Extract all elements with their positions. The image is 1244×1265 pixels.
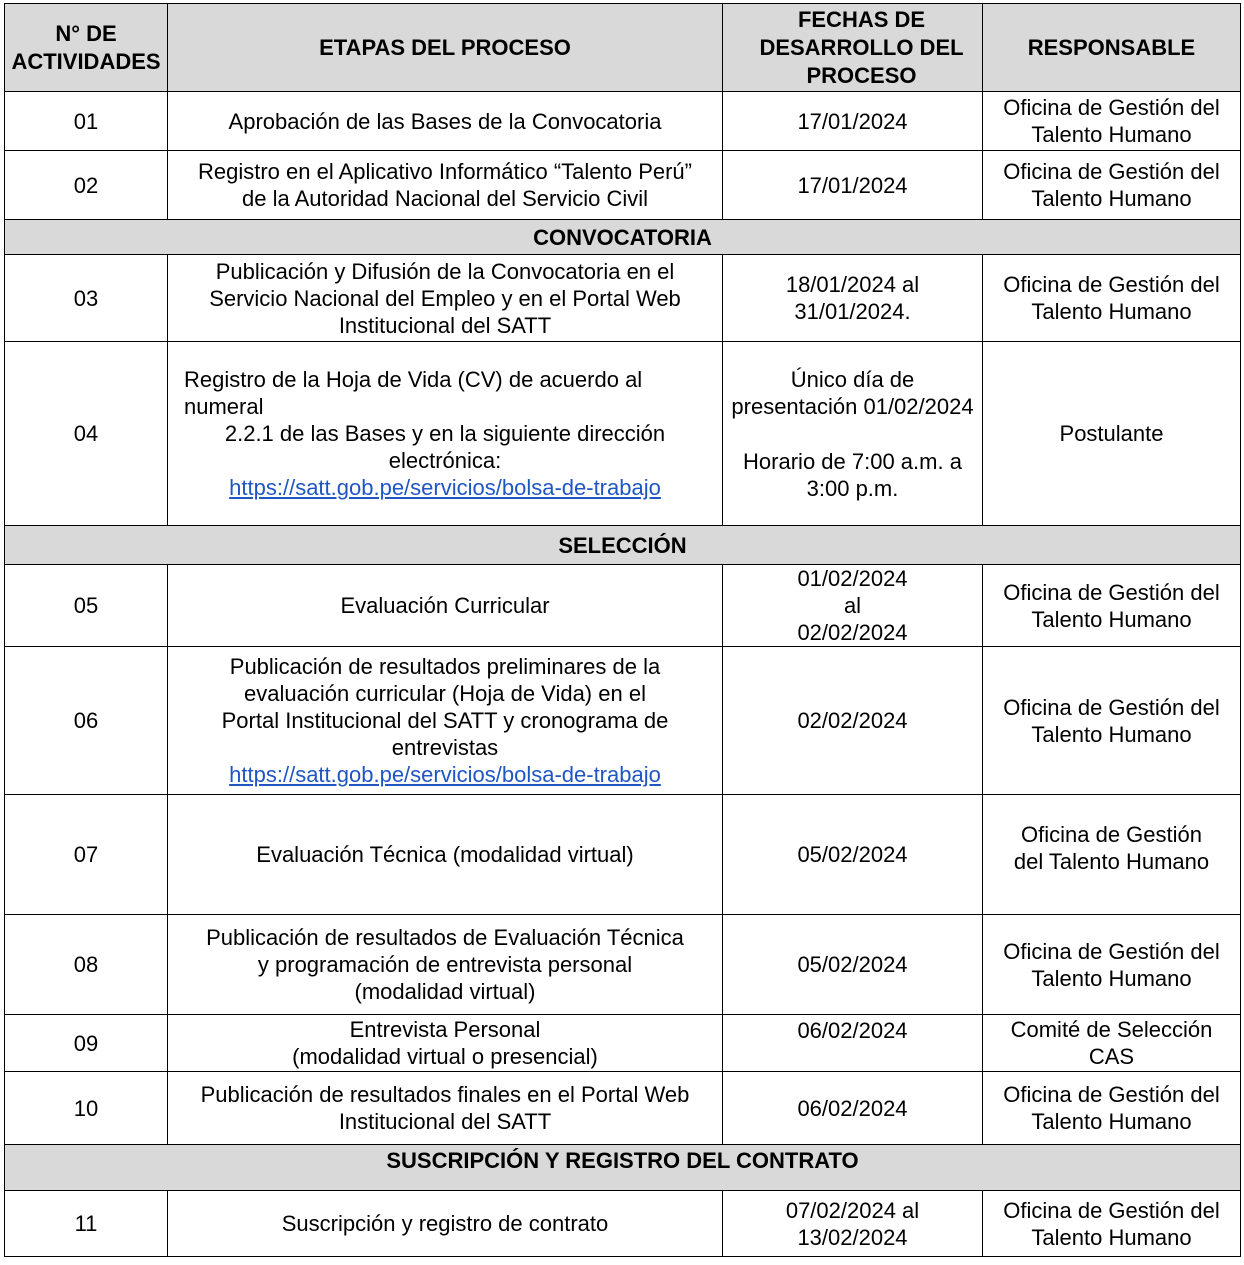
header-num [5,4,168,92]
section-row [5,526,1241,565]
stage-line: Entrevista Personal [349,1017,541,1042]
dates-cell [723,151,983,220]
responsible-line: Oficina de Gestión del [1003,1082,1220,1107]
dates-cell [723,795,983,915]
header-stage: ETAPAS DEL PROCESO [168,4,723,92]
dates-line: 02/02/2024 [797,708,908,733]
stage-line: Publicación y Difusión de la Convocatoria en el [215,258,675,284]
responsible-cell [983,795,1241,915]
stage-cell [168,565,723,647]
activity-number: 03 [5,255,168,342]
responsible-line: Oficina de Gestión del [1003,95,1220,120]
stage-line: (modalidad virtual o presencial) [292,1044,598,1069]
responsible-line: Talento Humano [1031,965,1192,991]
responsible-line: Talento Humano [1031,186,1192,211]
header-row [5,4,1241,92]
stage-line: y programación de entrevista personal [257,952,633,977]
responsible-cell [983,1191,1241,1257]
stage-cell [168,92,723,151]
stage-line: Portal Institucional del SATT y cronograma de [221,708,669,733]
stage-line: (modalidad virtual) [354,979,536,1004]
stage-cell [168,1015,723,1072]
dates-cell [723,1072,983,1145]
responsible-line: Oficina de Gestión del [1003,579,1220,605]
stage-line: evaluación curricular (Hoja de Vida) en el [244,681,646,706]
activity-number: 11 [5,1191,168,1257]
schedule-table [4,3,1241,1257]
dates-cell [723,92,983,151]
stage-line: Servicio Nacional del Empleo y en el Portal Web [209,285,681,311]
table-row [5,255,1241,342]
bolsa-de-trabajo-link[interactable]: https://satt.gob.pe/servicios/bolsa-de-trabajo [229,762,661,787]
activity-number: 07 [5,795,168,915]
responsible-line: Postulante [1059,421,1164,446]
stage-cell [168,1191,723,1257]
table-row [5,342,1241,526]
stage-line: Publicación de resultados preliminares de la [229,654,661,679]
dates-cell [723,915,983,1015]
header-responsible: RESPONSABLE [983,4,1241,92]
stage-line: Evaluación Técnica (modalidad virtual) [256,842,634,867]
activity-number: 01 [5,92,168,151]
stage-line: Publicación de resultados finales en el Portal Web [200,1082,690,1107]
responsible-line: Talento Humano [1031,721,1192,747]
header-dates-line: DESARROLLO DEL [759,34,964,60]
responsible-line: del Talento Humano [1013,849,1210,874]
table-row [5,1191,1241,1257]
responsible-cell [983,151,1241,220]
dates-cell [723,565,983,647]
activity-number: 09 [5,1015,168,1072]
stage-line: Institucional del SATT [338,1109,552,1134]
stage-line: Suscripción y registro de contrato [281,1211,609,1236]
table-row [5,1015,1241,1072]
stage-line: entrevistas [391,735,499,760]
activity-number: 08 [5,915,168,1015]
activity-number: 05 [5,565,168,647]
responsible-line: Comité de Selección [1010,1017,1213,1042]
stage-line: numeral [184,394,264,419]
stage-line: Aprobación de las Bases de la Convocatoria [228,108,662,134]
stage-line: Registro en el Aplicativo Informático “Talento Perú” [197,159,692,184]
stage-line: Institucional del SATT [338,312,552,338]
activity-number: 04 [5,342,168,526]
dates-cell [723,1015,983,1072]
activity-number: 06 [5,647,168,795]
stage-cell [168,342,723,526]
section-title: SUSCRIPCIÓN Y REGISTRO DEL CONTRATO [5,1145,1241,1191]
section-title: SELECCIÓN [5,526,1241,565]
responsible-line: Talento Humano [1031,1224,1192,1250]
stage-line: de la Autoridad Nacional del Servicio Civil [242,186,648,211]
header-num-line: ACTIVIDADES [11,48,161,74]
responsible-line: Talento Humano [1031,1109,1192,1134]
responsible-cell [983,565,1241,647]
stage-cell [168,915,723,1015]
responsible-line: Oficina de Gestión del [1003,938,1220,964]
stage-line: electrónica: [388,448,502,473]
dates-line: 3:00 p.m. [806,475,899,501]
stage-cell [168,151,723,220]
dates-cell [723,647,983,795]
responsible-cell [983,1015,1241,1072]
stage-line: Evaluación Curricular [340,593,550,618]
table-row [5,565,1241,647]
dates-line: 07/02/2024 al [785,1197,920,1223]
header-dates-line: PROCESO [806,62,917,88]
stage-cell [168,795,723,915]
stage-line: 2.2.1 de las Bases y en la siguiente dirección [224,421,666,446]
responsible-line: CAS [1088,1044,1135,1069]
dates-line: 13/02/2024 [797,1224,908,1250]
dates-cell [723,255,983,342]
stage-line: Publicación de resultados de Evaluación Técnica [206,925,684,950]
activity-number: 10 [5,1072,168,1145]
responsible-cell [983,647,1241,795]
dates-line: 18/01/2024 al [785,272,920,297]
activity-number: 02 [5,151,168,220]
section-row [5,1145,1241,1191]
stage-line: Registro de la Hoja de Vida (CV) de acuerdo al [184,367,643,392]
bolsa-de-trabajo-link[interactable]: https://satt.gob.pe/servicios/bolsa-de-trabajo [229,475,661,500]
responsible-cell [983,255,1241,342]
responsible-line: Oficina de Gestión del [1003,272,1220,297]
section-title: CONVOCATORIA [5,220,1241,255]
responsible-cell [983,342,1241,526]
table-row [5,795,1241,915]
header-dates-line: FECHAS DE [797,6,926,32]
dates-line: presentación 01/02/2024 [731,393,974,419]
responsible-line: Talento Humano [1031,122,1192,147]
table-row [5,92,1241,151]
table-row [5,915,1241,1015]
responsible-cell [983,915,1241,1015]
responsible-line: Talento Humano [1031,299,1192,324]
dates-cell [723,342,983,526]
dates-line: 17/01/2024 [797,108,908,134]
responsible-line: Oficina de Gestión [1021,822,1202,847]
dates-line: Horario de 7:00 a.m. a [743,448,962,474]
dates-line: 02/02/2024 [797,620,908,645]
dates-line: 05/02/2024 [797,842,908,867]
responsible-line: Talento Humano [1031,606,1192,632]
dates-line: 01/02/2024 [797,566,908,591]
stage-cell [168,647,723,795]
dates-line: 31/01/2024. [794,299,911,324]
responsible-line: Oficina de Gestión del [1003,1197,1220,1223]
dates-line: 06/02/2024 [797,1095,908,1121]
dates-line: 17/01/2024 [797,172,908,198]
stage-cell [168,1072,723,1145]
section-row [5,220,1241,255]
dates-line: 05/02/2024 [797,952,908,977]
dates-line: 06/02/2024 [797,1018,908,1043]
responsible-line: Oficina de Gestión del [1003,159,1220,184]
table-row [5,151,1241,220]
spacer [727,420,978,448]
responsible-cell [983,1072,1241,1145]
dates-line: al [843,593,862,618]
responsible-cell [983,92,1241,151]
responsible-line: Oficina de Gestión del [1003,694,1220,720]
stage-cell [168,255,723,342]
dates-line: Único día de [790,366,915,392]
header-num-line: N° DE [55,20,117,46]
dates-cell [723,1191,983,1257]
table-row [5,647,1241,795]
header-dates [723,4,983,92]
table-row [5,1072,1241,1145]
